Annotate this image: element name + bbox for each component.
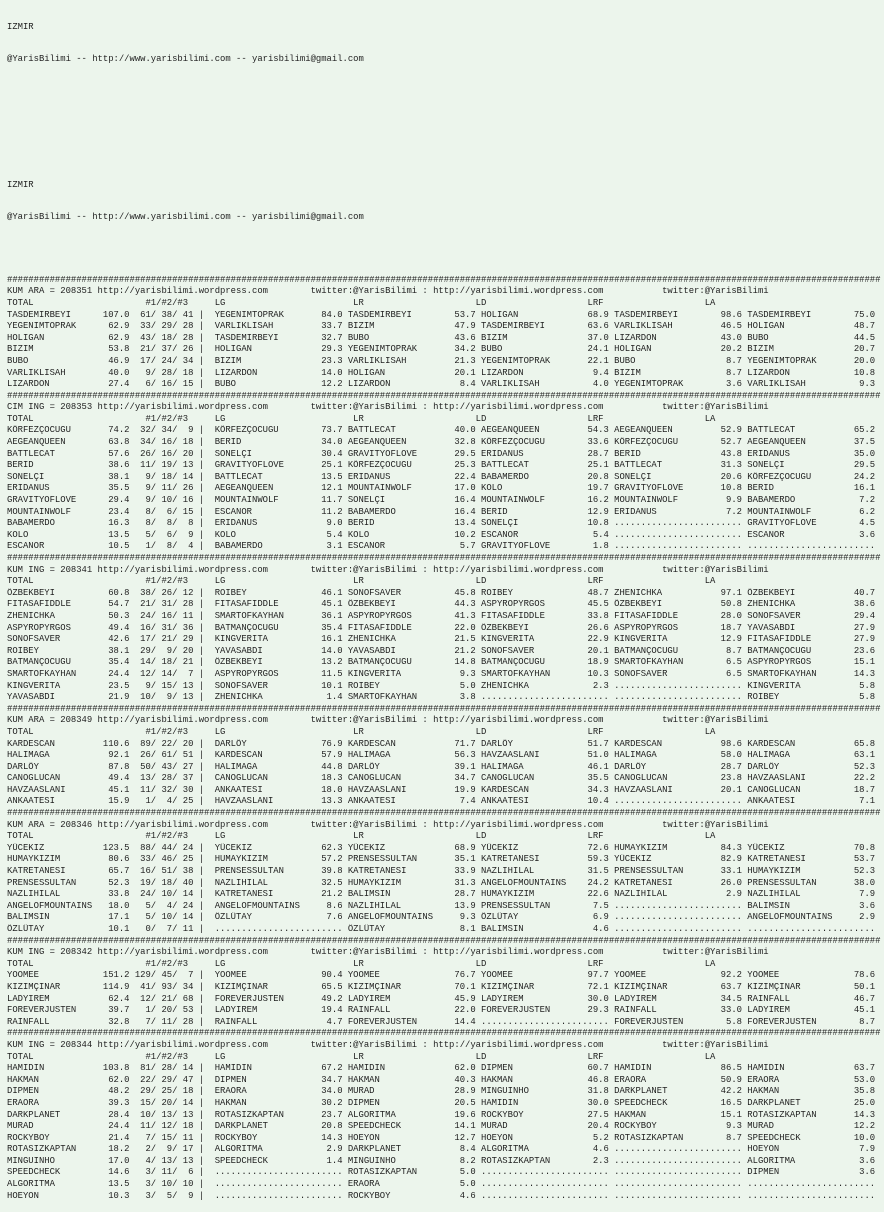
table-row: TASDEMIRBEYI 107.0 61/ 38/ 41 | YEGENIMTOPRAK 84.0 TASDEMIRBEYI 53.7 HOLIGAN 68.9 TASDEMIRBEYI 98.6 TASDEMIRBEYI 75.0 — [7, 309, 876, 320]
table-column-headers: TOTAL #1/#2/#3 LG LR LD LRF LA — [7, 576, 716, 587]
table-row: YAVASABDI 21.9 10/ 9/ 13 | ZHENICHKA 1.4 SMARTOFKAYHAN 3.8 ........................ ........................ ROIBEY 5.8 — [7, 692, 876, 703]
table-row: BUBO 46.9 17/ 24/ 34 | BIZIM 23.3 VARLIKLISAH 21.3 YEGENIMTOPRAK 22.1 BUBO 8.7 YEGENIMTOPRAK 20.0 — [7, 355, 876, 366]
table-column-headers: TOTAL #1/#2/#3 LG LR LD LRF LA — [7, 831, 716, 842]
table-row: DARLÖY 87.8 50/ 43/ 27 | HALIMAGA 44.8 DARLÖY 39.1 HALIMAGA 46.1 DARLÖY 28.7 DARLÖY 52.3 — [7, 761, 876, 772]
table-row: ASPYROPYRGOS 49.4 16/ 31/ 36 | BATMANÇOCUGU 35.4 FITASAFIDDLE 22.0 ÖZBEKBEYI 26.6 ASPYROPYRGOS 18.7 YAVASABDI 27.9 — [7, 622, 876, 633]
report-location: IZMIR — [7, 22, 34, 32]
table-row: HAVZAASLANI 45.1 11/ 32/ 30 | ANKAATESI 18.0 HAVZAASLANI 19.9 KARDESCAN 34.3 HAVZAASLANI 20.1 CANOGLUCAN 18.7 — [7, 784, 876, 795]
table-column-headers: TOTAL #1/#2/#3 LG LR LD LRF LA — [7, 413, 716, 424]
table-separator: #################################################################################################################################################################### — [7, 935, 881, 946]
table-row: HAMIDIN 103.8 81/ 28/ 14 | HAMIDIN 67.2 HAMIDIN 62.0 DIPMEN 60.7 HAMIDIN 86.5 HAMIDIN 63.7 — [7, 1063, 876, 1074]
report-location: IZMIR — [7, 179, 34, 190]
table-separator: #################################################################################################################################################################### — [7, 274, 881, 285]
table-row: GRAVITYOFLOVE 29.4 9/ 10/ 16 | MOUNTAINWOLF 11.7 SONELÇI 16.4 MOUNTAINWOLF 16.2 MOUNTAINWOLF 9.9 BABAMERDO 7.2 — [7, 495, 876, 506]
table-separator: #################################################################################################################################################################### — [7, 553, 881, 563]
table-row: KIZIMÇINAR 114.9 41/ 93/ 34 | KIZIMÇINAR 65.5 KIZIMÇINAR 70.1 KIZIMÇINAR 72.1 KIZIMÇINAR 63.7 KIZIMÇINAR 50.1 — [7, 981, 876, 992]
table-source-line: KUM ING = 208341 http://yarisbilimi.wordpress.com twitter:@YarisBilimi : http://yarisbilimi.wordpress.com twitter:@YarisBilimi — [7, 564, 769, 575]
table-row: HOEYON 10.3 3/ 5/ 9 | ........................ ROCKYBOY 4.6 ........................ ........................ ........................ — [7, 1190, 876, 1201]
table-row: FITASAFIDDLE 54.7 21/ 31/ 28 | FITASAFIDDLE 45.1 ÖZBEKBEYI 44.3 ASPYROPYRGOS 45.5 ÖZBEKBEYI 50.8 ZHENICHKA 38.6 — [7, 599, 876, 610]
table-source-line: KUM ARA = 208346 http://yarisbilimi.wordpress.com twitter:@YarisBilimi : http://yarisbilimi.wordpress.com twitter:@YarisBilimi — [7, 819, 769, 830]
report-byline: @YarisBilimi -- http://www.yarisbilimi.com -- yarisbilimi@gmail.com — [7, 53, 364, 64]
table-row: YEGENIMTOPRAK 62.9 33/ 29/ 28 | VARLIKLISAH 33.7 BIZIM 47.9 TASDEMIRBEYI 63.6 VARLIKLISAH 46.5 HOLIGAN 48.7 — [7, 321, 876, 332]
table-row: PRENSESSULTAN 52.3 19/ 18/ 40 | NAZLIHILAL 32.5 HUMAYKIZIM 31.3 ANGELOFMOUNTAINS 24.2 KATRETANESI 26.0 PRENSESSULTAN 38.0 — [7, 877, 876, 888]
table-row: KOLO 13.5 5/ 6/ 9 | KOLO 5.4 KOLO 10.2 ESCANOR 5.4 ........................ ESCANOR 3.6 — [7, 529, 876, 540]
table-row: ESCANOR 10.5 1/ 8/ 4 | BABAMERDO 3.1 ESCANOR 5.7 GRAVITYOFLOVE 1.8 ........................ ........................ — [7, 541, 876, 552]
table-separator: #################################################################################################################################################################### — [7, 808, 881, 819]
table-separator: #################################################################################################################################################################### — [7, 1028, 881, 1039]
table-row: BIZIM 53.8 21/ 37/ 26 | HOLIGAN 29.3 YEGENIMTOPRAK 34.2 BUBO 24.1 HOLIGAN 20.2 BIZIM 20.7 — [7, 344, 876, 355]
table-row: MURAD 24.4 11/ 12/ 18 | DARKPLANET 20.8 SPEEDCHECK 14.1 MURAD 20.4 ROCKYBOY 9.3 MURAD 12.2 — [7, 1121, 876, 1132]
table-row: HALIMAGA 92.1 26/ 61/ 51 | KARDESCAN 57.9 HALIMAGA 56.3 HAVZAASLANI 51.0 HALIMAGA 58.0 HALIMAGA 63.1 — [7, 750, 876, 761]
table-row: CANOGLUCAN 49.4 13/ 28/ 37 | CANOGLUCAN 18.3 CANOGLUCAN 34.7 CANOGLUCAN 35.5 CANOGLUCAN 23.8 HAVZAASLANI 22.2 — [7, 773, 876, 784]
table-row: BATTLECAT 57.6 26/ 16/ 20 | SONELÇI 30.4 GRAVITYOFLOVE 29.5 ERIDANUS 28.7 BERID 43.8 ERIDANUS 35.0 — [7, 448, 876, 459]
table-source-line: CIM ING = 208353 http://yarisbilimi.wordpress.com twitter:@YarisBilimi : http://yarisbilimi.wordpress.com twitter:@YarisBilimi — [7, 402, 769, 413]
table-row: VARLIKLISAH 40.0 9/ 28/ 18 | LIZARDON 14.0 HOLIGAN 20.1 LIZARDON 9.4 BIZIM 8.7 LIZARDON 10.8 — [7, 367, 876, 378]
table-source-line: KUM ING = 208342 http://yarisbilimi.wordpress.com twitter:@YarisBilimi : http://yarisbilimi.wordpress.com twitter:@YarisBilimi — [7, 947, 769, 958]
table-row: ERIDANUS 35.5 9/ 11/ 26 | AEGEANQUEEN 12.1 MOUNTAINWOLF 17.0 KOLO 19.7 GRAVITYOFLOVE 10.8 BERID 16.1 — [7, 483, 876, 494]
table-row: SPEEDCHECK 14.6 3/ 11/ 6 | ........................ ROTASIZKAPTAN 5.0 ........................ ........................ DIPMEN 3.6 — [7, 1167, 876, 1178]
table-row: HOLIGAN 62.9 43/ 18/ 28 | TASDEMIRBEYI 32.7 BUBO 43.6 BIZIM 37.0 LIZARDON 43.0 BUBO 44.5 — [7, 332, 876, 343]
table-row: MINGUINHO 17.0 4/ 13/ 13 | SPEEDCHECK 1.4 MINGUINHO 8.2 ROTASIZKAPTAN 2.3 ........................ ALGORITMA 3.6 — [7, 1155, 876, 1166]
table-column-headers: TOTAL #1/#2/#3 LG LR LD LRF LA — [7, 958, 716, 969]
table-row: SONOFSAVER 42.6 17/ 21/ 29 | KINGVERITA 16.1 ZHENICHKA 21.5 KINGVERITA 22.9 KINGVERITA 12.9 FITASAFIDDLE 27.9 — [7, 634, 876, 645]
table-row: BALIMSIN 17.1 5/ 10/ 14 | ÖZLÜTAY 7.6 ANGELOFMOUNTAINS 9.3 ÖZLÜTAY 6.9 ........................ ANGELOFMOUNTAINS 2.9 — [7, 912, 876, 923]
table-source-line: KUM ING = 208344 http://yarisbilimi.wordpress.com twitter:@YarisBilimi : http://yarisbilimi.wordpress.com twitter:@YarisBilimi — [7, 1039, 769, 1050]
table-row: YOOMEE 151.2 129/ 45/ 7 | YOOMEE 90.4 YOOMEE 76.7 YOOMEE 97.7 YOOMEE 92.2 YOOMEE 78.6 — [7, 970, 876, 981]
table-row: RAINFALL 32.8 7/ 11/ 28 | RAINFALL 4.7 FOREVERJUSTEN 14.4 ........................ FOREVERJUSTEN 5.8 FOREVERJUSTEN 8.7 — [7, 1016, 876, 1027]
table-row: ZHENICHKA 50.3 24/ 16/ 11 | SMARTOFKAYHAN 36.1 ASPYROPYRGOS 41.3 FITASAFIDDLE 33.8 FITASAFIDDLE 28.0 SONOFSAVER 29.4 — [7, 610, 876, 621]
table-row: KÖRFEZÇOCUGU 74.2 32/ 34/ 9 | KÖRFEZÇOCUGU 73.7 BATTLECAT 40.0 AEGEANQUEEN 54.3 AEGEANQUEEN 52.9 BATTLECAT 65.2 — [7, 425, 876, 436]
table-row: SONELÇI 38.1 9/ 18/ 14 | BATTLECAT 13.5 ERIDANUS 22.4 BABAMERDO 20.8 SONELÇI 20.6 KÖRFEZÇOCUGU 24.2 — [7, 471, 876, 482]
table-row: ERAORA 39.3 15/ 20/ 14 | HAKMAN 30.2 DIPMEN 20.5 HAMIDIN 30.0 SPEEDCHECK 16.5 DARKPLANET 25.0 — [7, 1097, 876, 1108]
table-column-headers: TOTAL #1/#2/#3 LG LR LD LRF LA — [7, 297, 716, 308]
table-row: SMARTOFKAYHAN 24.4 12/ 14/ 7 | ASPYROPYRGOS 11.5 KINGVERITA 9.3 SMARTOFKAYHAN 10.3 SONOFSAVER 6.5 SMARTOFKAYHAN 14.3 — [7, 668, 876, 679]
table-source-line: KUM ARA = 208351 http://yarisbilimi.wordpress.com twitter:@YarisBilimi : http://yarisbilimi.wordpress.com twitter:@YarisBilimi — [7, 286, 769, 297]
table-row: HUMAYKIZIM 80.6 33/ 46/ 25 | HUMAYKIZIM 57.2 PRENSESSULTAN 35.1 KATRETANESI 59.3 YÜCEKIZ 82.9 KATRETANESI 53.7 — [7, 854, 876, 865]
table-row: KARDESCAN 110.6 89/ 22/ 20 | DARLÖY 76.9 KARDESCAN 71.7 DARLÖY 51.7 KARDESCAN 98.6 KARDESCAN 65.8 — [7, 738, 876, 749]
table-row: BABAMERDO 16.3 8/ 8/ 8 | ERIDANUS 9.0 BERID 13.4 SONELÇI 10.8 ........................ GRAVITYOFLOVE 4.5 — [7, 518, 876, 529]
blank-line — [7, 85, 884, 97]
table-row: ROIBEY 38.1 29/ 9/ 20 | YAVASABDI 14.0 YAVASABDI 21.2 SONOFSAVER 20.1 BATMANÇOCUGU 8.7 BATMANÇOCUGU 23.6 — [7, 645, 876, 656]
table-row: ANKAATESI 15.9 1/ 4/ 25 | HAVZAASLANI 13.3 ANKAATESI 7.4 ANKAATESI 10.4 ........................ ANKAATESI 7.1 — [7, 796, 876, 807]
table-row: BERID 38.6 11/ 19/ 13 | GRAVITYOFLOVE 25.1 KÖRFEZÇOCUGU 25.3 BATTLECAT 25.1 BATTLECAT 31.3 SONELÇI 29.5 — [7, 460, 876, 471]
table-column-headers: TOTAL #1/#2/#3 LG LR LD LRF LA — [7, 1051, 716, 1062]
table-row: HAKMAN 62.0 22/ 29/ 47 | DIPMEN 34.7 HAKMAN 40.3 HAKMAN 46.8 ERAORA 50.9 ERAORA 53.0 — [7, 1074, 876, 1085]
tables-container — [7, 275, 884, 1203]
table-source-line: KUM ARA = 208349 http://yarisbilimi.wordpress.com twitter:@YarisBilimi : http://yarisbilimi.wordpress.com twitter:@YarisBilimi — [7, 715, 769, 726]
table-row: ANGELOFMOUNTAINS 18.0 5/ 4/ 24 | ANGELOFMOUNTAINS 8.6 NAZLIHILAL 13.9 PRENSESSULTAN 7.5 ........................ BALIMSIN 3.6 — [7, 900, 876, 911]
table-row: ALGORITMA 13.5 3/ 10/ 10 | ........................ ERAORA 5.0 ........................ ........................ ........................ — [7, 1179, 876, 1190]
table-row: NAZLIHILAL 33.8 24/ 10/ 14 | KATRETANESI 21.2 BALIMSIN 28.7 HUMAYKIZIM 22.6 NAZLIHILAL 2.9 NAZLIHILAL 7.9 — [7, 889, 876, 900]
table-separator: #################################################################################################################################################################### — [7, 703, 881, 714]
table-row: DARKPLANET 28.4 10/ 13/ 13 | ROTASIZKAPTAN 23.7 ALGORITMA 19.6 ROCKYBOY 27.5 HAKMAN 15.1 ROTASIZKAPTAN 14.3 — [7, 1109, 876, 1120]
table-row: ROTASIZKAPTAN 18.2 2/ 9/ 17 | ALGORITMA 2.9 DARKPLANET 8.4 ALGORITMA 4.6 ........................ HOEYON 7.9 — [7, 1144, 876, 1155]
table-column-headers: TOTAL #1/#2/#3 LG LR LD LRF LA — [7, 726, 716, 737]
table-separator: #################################################################################################################################################################### — [7, 390, 881, 401]
blank-line — [7, 148, 884, 160]
table-row: LADYIREM 62.4 12/ 21/ 68 | FOREVERJUSTEN 49.2 LADYIREM 45.9 LADYIREM 30.0 LADYIREM 34.5 RAINFALL 46.7 — [7, 993, 876, 1004]
table-row: ÖZBEKBEYI 60.8 38/ 26/ 12 | ROIBEY 46.1 SONOFSAVER 45.8 ROIBEY 48.7 ZHENICHKA 97.1 ÖZBEKBEYI 40.7 — [7, 587, 876, 598]
table-row: ROCKYBOY 21.4 7/ 15/ 11 | ROCKYBOY 14.3 HOEYON 12.7 HOEYON 5.2 ROTASIZKAPTAN 8.7 SPEEDCHECK 10.0 — [7, 1132, 876, 1143]
table-row: FOREVERJUSTEN 39.7 1/ 20/ 53 | LADYIREM 19.4 RAINFALL 22.0 FOREVERJUSTEN 29.3 RAINFALL 33.0 LADYIREM 45.1 — [7, 1005, 876, 1016]
table-row: KATRETANESI 65.7 16/ 51/ 38 | PRENSESSULTAN 39.8 KATRETANESI 33.9 NAZLIHILAL 31.5 PRENSESSULTAN 33.1 HUMAYKIZIM 52.3 — [7, 866, 876, 877]
table-row: MOUNTAINWOLF 23.4 8/ 6/ 15 | ESCANOR 11.2 BABAMERDO 16.4 BERID 12.9 ERIDANUS 7.2 MOUNTAINWOLF 6.2 — [7, 506, 876, 517]
table-row: YÜCEKIZ 123.5 88/ 44/ 24 | YÜCEKIZ 62.3 YÜCEKIZ 68.9 YÜCEKIZ 72.6 HUMAYKIZIM 84.3 YÜCEKIZ 70.8 — [7, 842, 876, 853]
table-row: KINGVERITA 23.5 9/ 15/ 13 | SONOFSAVER 10.1 ROIBEY 5.0 ZHENICHKA 2.3 ........................ KINGVERITA 5.8 — [7, 680, 876, 691]
blank-line — [7, 243, 884, 255]
table-row: ÖZLÜTAY 10.1 0/ 7/ 11 | ........................ ÖZLÜTAY 8.1 BALIMSIN 4.6 ........................ ........................ — [7, 924, 876, 934]
blank-line — [7, 117, 884, 129]
table-row: DIPMEN 48.2 29/ 25/ 18 | ERAORA 34.0 MURAD 28.9 MINGUINHO 31.8 DARKPLANET 42.2 HAKMAN 35.8 — [7, 1086, 876, 1097]
table-row: AEGEANQUEEN 63.8 34/ 16/ 18 | BERID 34.0 AEGEANQUEEN 32.8 KÖRFEZÇOCUGU 33.6 KÖRFEZÇOCUGU 52.7 AEGEANQUEEN 37.5 — [7, 437, 876, 448]
report-byline: @YarisBilimi -- http://www.yarisbilimi.com -- yarisbilimi@gmail.com — [7, 211, 364, 222]
table-row: LIZARDON 27.4 6/ 16/ 15 | BUBO 12.2 LIZARDON 8.4 VARLIKLISAH 4.0 YEGENIMTOPRAK 3.6 VARLIKLISAH 9.3 — [7, 379, 876, 390]
table-row: BATMANÇOCUGU 35.4 14/ 18/ 21 | ÖZBEKBEYI 13.2 BATMANÇOCUGU 14.8 BATMANÇOCUGU 18.9 SMARTOFKAYHAN 6.5 ASPYROPYRGOS 15.1 — [7, 657, 876, 668]
